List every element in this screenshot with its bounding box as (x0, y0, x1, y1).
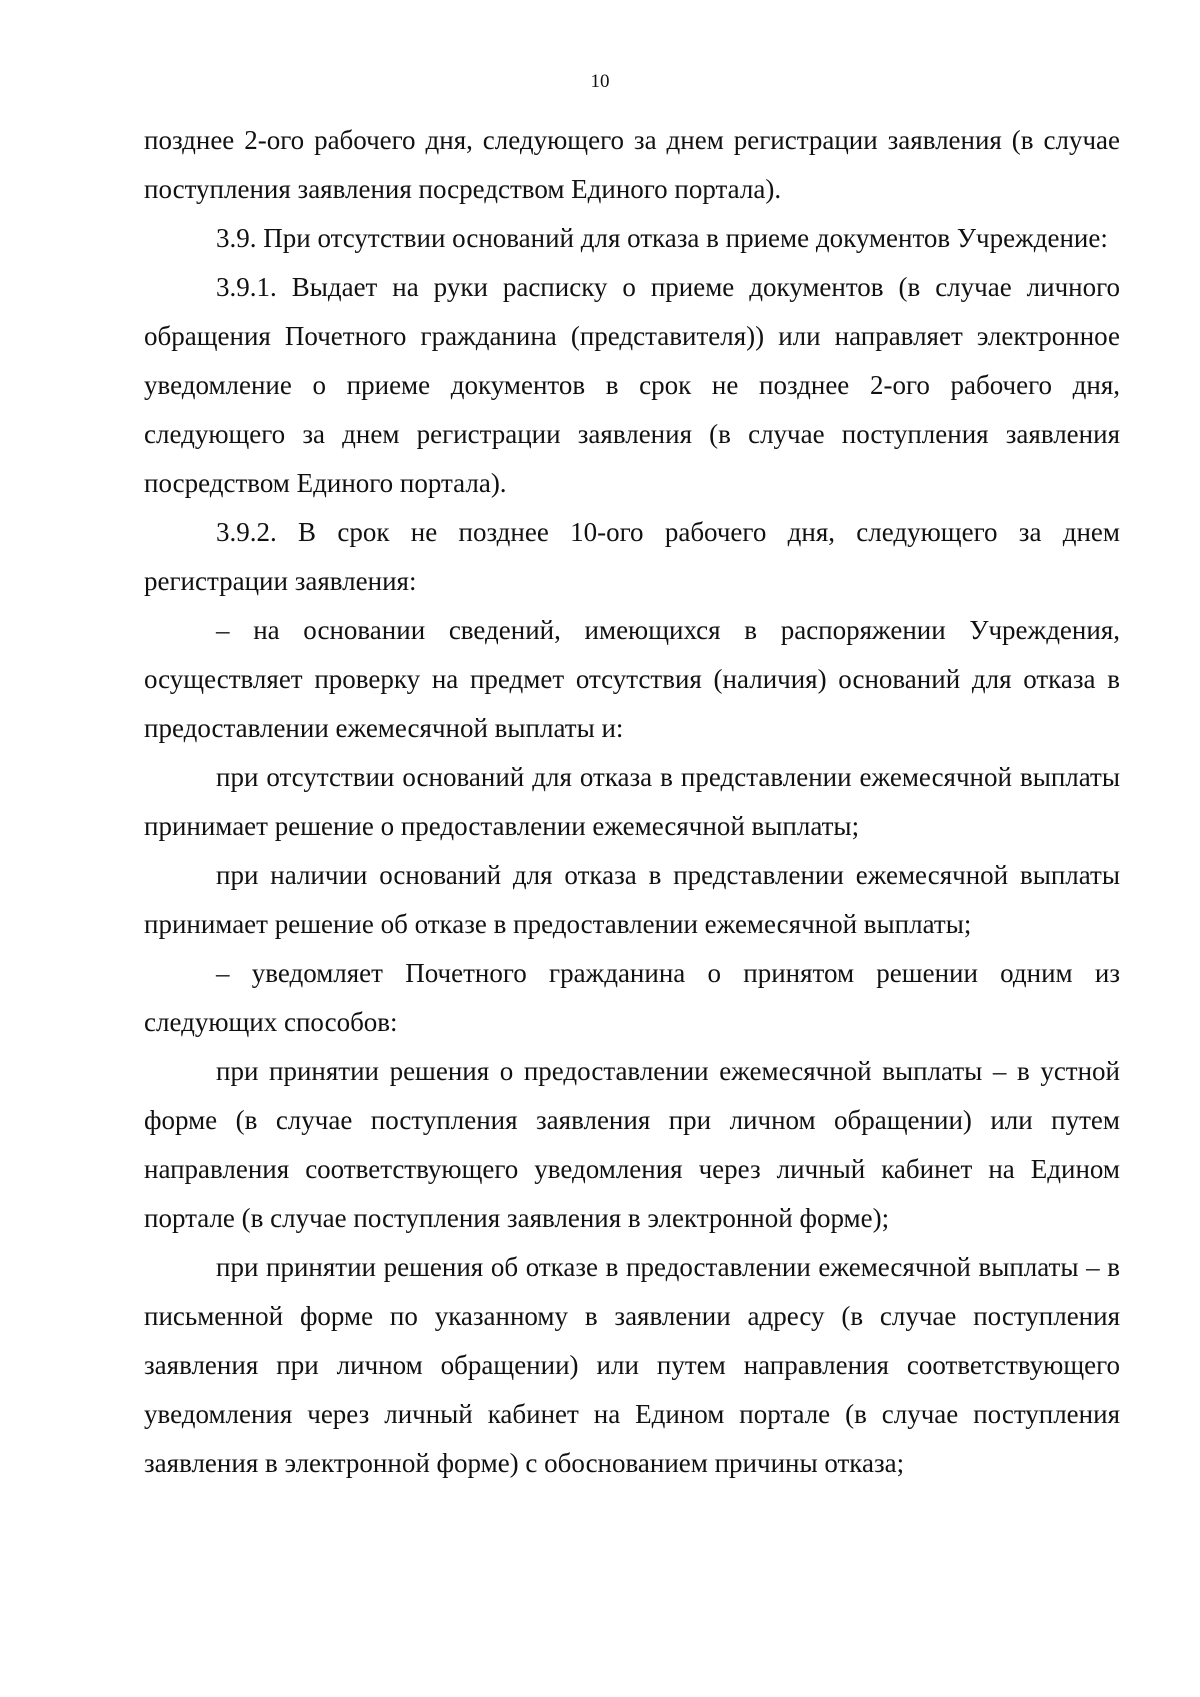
paragraph-2: 3.9. При отсутствии оснований для отказа в приеме документов Учреждение: (216, 223, 1108, 253)
page-number: 10 (590, 71, 610, 92)
paragraph-5: – на основании сведений, имеющихся в распоряжении Учреждения, осуществляет проверку на предмет отсутствия (наличия) оснований для отказа в предоставлении ежемесячной выплаты и: (144, 615, 1120, 743)
paragraph-8: – уведомляет Почетного гражданина о принятом решении одним из следующих способов: (144, 958, 1120, 1037)
paragraph-3: 3.9.1. Выдает на руки расписку о приеме документов (в случае личного обращения Почетного гражданина (представителя)) или направляет электронное уведомление о приеме документов в срок не позднее 2-ого рабочего дня, следующего за днем регистрации заявления (в случае поступления заявления посредством Единого портала). (144, 272, 1120, 498)
paragraph-4: 3.9.2. В срок не позднее 10-ого рабочего дня, следующего за днем регистрации заявления: (144, 517, 1120, 596)
paragraph-6: при отсутствии оснований для отказа в представлении ежемесячной выплаты принимает решение о предоставлении ежемесячной выплаты; (144, 762, 1120, 841)
paragraph-9: при принятии решения о предоставлении ежемесячной выплаты – в устной форме (в случае поступления заявления при личном обращении) или путем направления соответствующего уведомления через личный кабинет на Едином портале (в случае поступления заявления в электронной форме); (144, 1056, 1120, 1233)
paragraph-1: позднее 2-ого рабочего дня, следующего за днем регистрации заявления (в случае поступления заявления посредством Единого портала). (144, 125, 1120, 204)
document-body (144, 116, 1120, 1488)
paragraph-10: при принятии решения об отказе в предоставлении ежемесячной выплаты – в письменной форме по указанному в заявлении адресу (в случае поступления заявления при личном обращении) или путем направления соответствующего уведомления через личный кабинет на Едином портале (в случае поступления заявления в электронной форме) с обоснованием причины отказа; (144, 1252, 1120, 1478)
paragraph-7: при наличии оснований для отказа в представлении ежемесячной выплаты принимает решение об отказе в предоставлении ежемесячной выплаты; (144, 860, 1120, 939)
